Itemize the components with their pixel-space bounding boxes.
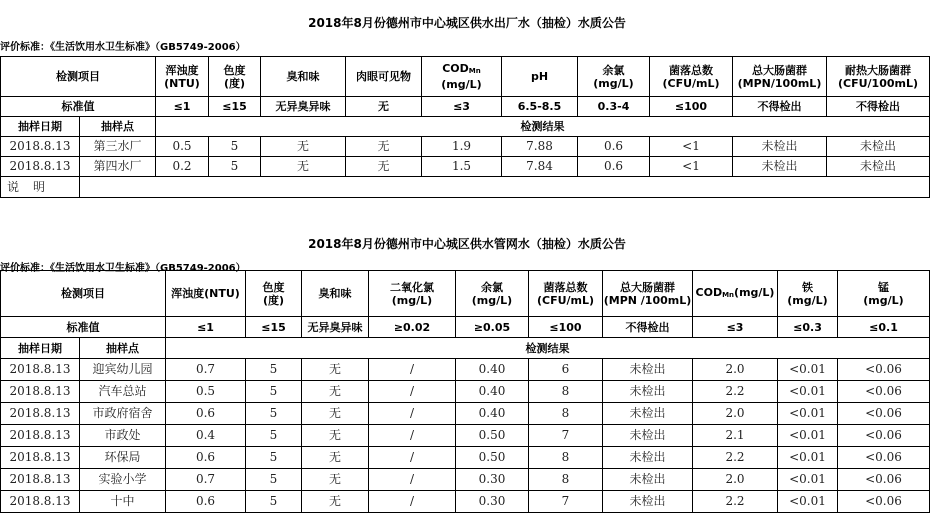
result-value: 2.2 (693, 381, 778, 403)
result-value: 未检出 (827, 157, 930, 177)
result-value: / (369, 491, 456, 513)
result-value: 5 (209, 137, 261, 157)
sample-date: 2018.8.13 (1, 425, 80, 447)
column-header (156, 57, 209, 97)
table-row (1, 491, 930, 513)
result-value: <0.01 (778, 381, 838, 403)
table-row (1, 447, 930, 469)
result-value: 无 (346, 157, 422, 177)
result-value: 7 (529, 425, 603, 447)
standard-value: ≤0.3 (778, 317, 838, 338)
result-value: <0.01 (778, 447, 838, 469)
column-name: 余氯 (602, 63, 625, 77)
column-subscript: Mn (468, 67, 481, 75)
result-value: 2.0 (693, 359, 778, 381)
result-value: <0.06 (838, 381, 930, 403)
result-value: 8 (529, 469, 603, 491)
result-value: 5 (246, 425, 302, 447)
standard-label: 标准值 (1, 317, 166, 338)
result-value: 1.9 (422, 137, 502, 157)
table-row (1, 425, 930, 447)
result-value: 0.30 (456, 469, 529, 491)
result-value: 0.4 (166, 425, 246, 447)
column-header (302, 271, 369, 317)
column-header (578, 57, 650, 97)
table-row (1, 381, 930, 403)
result-value: <0.06 (838, 425, 930, 447)
sample-date: 2018.8.13 (1, 491, 80, 513)
result-value: 0.6 (166, 447, 246, 469)
standard-row (1, 317, 930, 338)
sample-site: 汽车总站 (80, 381, 166, 403)
column-name: 浑浊度 (165, 63, 199, 77)
standard-value: 6.5-8.5 (502, 97, 578, 117)
sample-site: 市政府宿舍 (80, 403, 166, 425)
standard-value: ≤15 (246, 317, 302, 338)
result-value: <0.01 (778, 491, 838, 513)
result-value: 未检出 (733, 157, 827, 177)
result-value: 5 (246, 359, 302, 381)
result-value: 未检出 (603, 381, 693, 403)
result-value: 2.2 (693, 491, 778, 513)
column-name: 臭和味 (318, 287, 352, 300)
result-label: 检测结果 (156, 117, 930, 137)
column-name: 臭和味 (286, 70, 320, 83)
result-value: 无 (302, 381, 369, 403)
column-header (650, 57, 733, 97)
item-header: 检测项目 (1, 57, 156, 97)
column-name: 肉眼可见物 (356, 70, 411, 83)
column-unit: (NTU) (164, 76, 200, 90)
result-value: 无 (302, 447, 369, 469)
result-value: 0.40 (456, 359, 529, 381)
result-value: <0.06 (838, 359, 930, 381)
column-unit: (mg/L) (391, 293, 433, 307)
date-label: 抽样日期 (1, 117, 80, 137)
column-name: 耐热大肠菌群 (845, 63, 911, 77)
result-value: 0.50 (456, 447, 529, 469)
column-unit: (CFU/100mL) (837, 76, 919, 90)
column-name: 色度 (223, 63, 246, 77)
report2-title: 2018年8月份德州市中心城区供水管网水（抽检）水质公告 (308, 237, 626, 251)
column-header (733, 57, 827, 97)
result-value: / (369, 359, 456, 381)
column-header (346, 57, 422, 97)
result-value: 0.6 (166, 403, 246, 425)
result-value: 0.6 (578, 137, 650, 157)
result-value: 未检出 (603, 403, 693, 425)
result-value: 无 (302, 469, 369, 491)
report1-criteria: 评价标准：《生活饮用水卫生标准》（GB5749-2006） (0, 42, 246, 53)
result-value: 未检出 (603, 491, 693, 513)
sample-site: 市政处 (80, 425, 166, 447)
report1-title: 2018年8月份德州市中心城区供水出厂水（抽检）水质公告 (308, 16, 626, 30)
column-header (166, 271, 246, 317)
sample-site: 环保局 (80, 447, 166, 469)
column-header (422, 57, 502, 97)
standard-value: ≤100 (650, 97, 733, 117)
result-value: 5 (246, 381, 302, 403)
standard-value: 无 (346, 97, 422, 117)
result-value: 无 (261, 137, 346, 157)
result-value: 无 (302, 425, 369, 447)
result-value: / (369, 403, 456, 425)
column-header (529, 271, 603, 317)
column-header (693, 271, 778, 317)
column-unit: (度) (223, 76, 246, 90)
column-subscript: Mn (722, 290, 735, 299)
result-value: 2.0 (693, 469, 778, 491)
standard-row (1, 97, 930, 117)
result-value: <0.01 (778, 469, 838, 491)
sample-site: 十中 (80, 491, 166, 513)
standard-value: ≥0.02 (369, 317, 456, 338)
result-value: <0.01 (778, 425, 838, 447)
label-row (1, 338, 930, 359)
report2-criteria: 评价标准：《生活饮用水卫生标准》（GB5749-2006） (0, 263, 246, 274)
column-name: 锰 (878, 280, 889, 294)
column-name: pH (530, 70, 549, 83)
column-unit: (CFU/mL) (662, 76, 720, 90)
result-value: 0.30 (456, 491, 529, 513)
column-header (369, 271, 456, 317)
note-label: 说明 (1, 177, 80, 198)
result-value: 0.7 (166, 469, 246, 491)
header-row (1, 271, 930, 317)
result-value: 无 (346, 137, 422, 157)
column-name: 菌落总数 (543, 280, 588, 294)
result-value: 0.50 (456, 425, 529, 447)
standard-value: ≤15 (209, 97, 261, 117)
column-unit: (mg/L) (471, 293, 513, 307)
standard-value: 不得检出 (827, 97, 930, 117)
header-row (1, 57, 930, 97)
result-value: <0.01 (778, 359, 838, 381)
result-value: 2.1 (693, 425, 778, 447)
column-unit: (mg/L) (734, 285, 775, 299)
sample-date: 2018.8.13 (1, 403, 80, 425)
standard-value: ≤1 (156, 97, 209, 117)
column-header (838, 271, 930, 317)
column-name: 菌落总数 (669, 63, 713, 77)
pipe-network-water-table (0, 270, 930, 513)
result-value: 无 (302, 359, 369, 381)
column-name: 总大肠菌群 (752, 63, 807, 77)
result-value: 8 (529, 381, 603, 403)
result-value: 0.6 (578, 157, 650, 177)
result-value: 6 (529, 359, 603, 381)
table-row (1, 469, 930, 491)
note-content (80, 177, 930, 198)
standard-value: ≤100 (529, 317, 603, 338)
column-name: 余氯 (481, 280, 503, 294)
result-value: 8 (529, 447, 603, 469)
result-value: 0.7 (166, 359, 246, 381)
result-value: 7 (529, 491, 603, 513)
result-value: 5 (246, 469, 302, 491)
sample-site: 第四水厂 (80, 157, 156, 177)
result-value: 0.40 (456, 403, 529, 425)
item-header: 检测项目 (1, 271, 166, 317)
column-name: 铁 (802, 280, 813, 294)
result-value: 5 (209, 157, 261, 177)
standard-value: ≤0.1 (838, 317, 930, 338)
standard-value: 无异臭异味 (261, 97, 346, 117)
standard-value: ≤3 (422, 97, 502, 117)
date-label: 抽样日期 (1, 338, 80, 359)
result-value: <1 (650, 137, 733, 157)
sample-date: 2018.8.13 (1, 137, 80, 157)
result-value: 1.5 (422, 157, 502, 177)
standard-value: ≤1 (166, 317, 246, 338)
column-header (209, 57, 261, 97)
result-value: <0.06 (838, 447, 930, 469)
site-label: 抽样点 (80, 338, 166, 359)
result-label: 检测结果 (166, 338, 930, 359)
table-row (1, 137, 930, 157)
result-value: 未检出 (603, 469, 693, 491)
note-row (1, 177, 930, 198)
standard-value: 0.3-4 (578, 97, 650, 117)
result-value: 无 (261, 157, 346, 177)
sample-date: 2018.8.13 (1, 157, 80, 177)
standard-value: ≥0.05 (456, 317, 529, 338)
table-row (1, 403, 930, 425)
sample-site: 实验小学 (80, 469, 166, 491)
result-value: 未检出 (603, 447, 693, 469)
column-unit: (mg/L) (593, 76, 634, 90)
result-value: 7.88 (502, 137, 578, 157)
result-value: 2.0 (693, 403, 778, 425)
standard-value: 无异臭异味 (302, 317, 369, 338)
sample-date: 2018.8.13 (1, 359, 80, 381)
result-value: 5 (246, 447, 302, 469)
table-row (1, 359, 930, 381)
result-value: <0.06 (838, 469, 930, 491)
result-value: <0.06 (838, 403, 930, 425)
label-row (1, 117, 930, 137)
column-header (603, 271, 693, 317)
result-value: 未检出 (603, 359, 693, 381)
result-value: 0.40 (456, 381, 529, 403)
result-value: <0.01 (778, 403, 838, 425)
column-unit: (度) (262, 293, 285, 307)
result-value: / (369, 425, 456, 447)
column-unit: (mg/L) (863, 293, 904, 307)
result-value: 2.2 (693, 447, 778, 469)
result-value: 0.5 (156, 137, 209, 157)
result-value: 5 (246, 403, 302, 425)
column-unit: (mg/L) (787, 293, 828, 307)
outlet-water-table (0, 56, 930, 198)
result-value: <0.06 (838, 491, 930, 513)
result-value: 0.2 (156, 157, 209, 177)
column-name: 浑浊度(NTU) (171, 287, 240, 300)
result-value: 无 (302, 491, 369, 513)
column-name: 二氧化氯 (390, 280, 434, 294)
result-value: 未检出 (733, 137, 827, 157)
result-value: 5 (246, 491, 302, 513)
result-value: / (369, 381, 456, 403)
column-header (261, 57, 346, 97)
column-unit: (mg/L) (441, 78, 482, 91)
column-header (778, 271, 838, 317)
result-value: 0.6 (166, 491, 246, 513)
table-row (1, 157, 930, 177)
result-value: / (369, 447, 456, 469)
sample-site: 迎宾幼儿园 (80, 359, 166, 381)
column-name: COD (695, 285, 723, 299)
standard-value: 不得检出 (733, 97, 827, 117)
result-value: / (369, 469, 456, 491)
standard-label: 标准值 (1, 97, 156, 117)
column-header (456, 271, 529, 317)
result-value: 未检出 (827, 137, 930, 157)
sample-date: 2018.8.13 (1, 469, 80, 491)
sample-date: 2018.8.13 (1, 381, 80, 403)
column-name: COD (442, 62, 469, 75)
result-value: <1 (650, 157, 733, 177)
column-unit: (MPN /100mL) (603, 293, 692, 307)
sample-date: 2018.8.13 (1, 447, 80, 469)
result-value: 未检出 (603, 425, 693, 447)
result-value: 无 (302, 403, 369, 425)
sample-site: 第三水厂 (80, 137, 156, 157)
column-unit: (CFU/mL) (536, 293, 595, 307)
column-name: 总大肠菌群 (620, 280, 675, 294)
result-value: 8 (529, 403, 603, 425)
result-value: 7.84 (502, 157, 578, 177)
column-unit: (MPN/100mL) (737, 76, 822, 90)
column-header (246, 271, 302, 317)
site-label: 抽样点 (80, 117, 156, 137)
standard-value: 不得检出 (603, 317, 693, 338)
result-value: 0.5 (166, 381, 246, 403)
standard-value: ≤3 (693, 317, 778, 338)
column-name: 色度 (262, 280, 285, 294)
column-header (827, 57, 930, 97)
column-header (502, 57, 578, 97)
